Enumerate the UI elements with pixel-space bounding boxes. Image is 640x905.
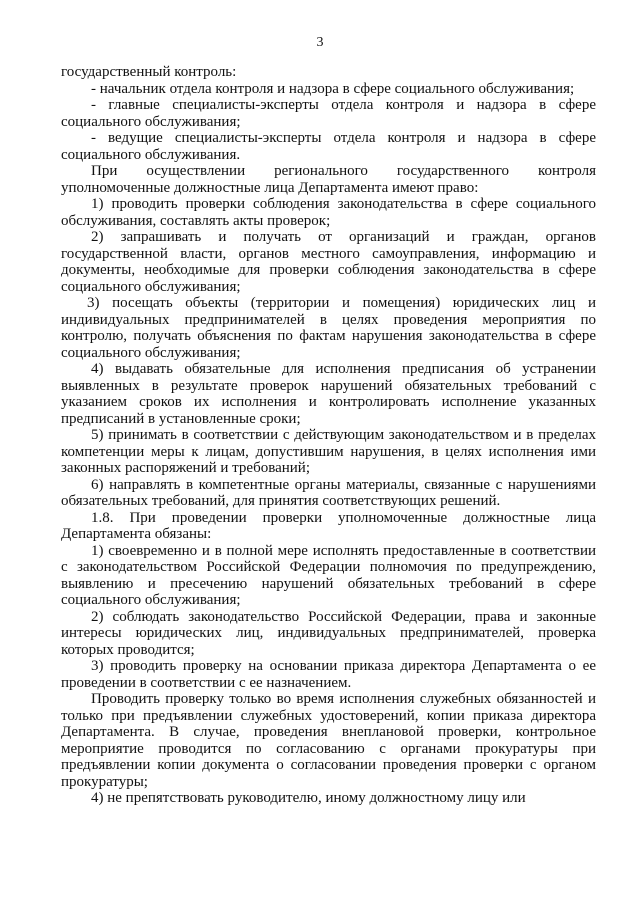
paragraph: 2) запрашивать и получать от организаций и граждан, органов государственной власти, органов местного самоуправления, информацию и документы, необходимые для проверки соблюдения законодательства в сфере социального обслуживания; [61,229,596,295]
paragraph: государственный контроль: [61,64,237,80]
paragraph: - ведущие специалисты-эксперты отдела контроля и надзора в сфере социального обслуживания. [61,130,596,163]
paragraph: 1) своевременно и в полной мере исполнять предоставленные в соответствии с законодательством Российской Федерации полномочия по предупреждению, выявлению и пресечению нарушений обязательных требований в сфере социального обслуживания; [61,542,596,608]
paragraph: 3) посещать объекты (территории и помещения) юридических лиц и индивидуальных предпринимателей в целях проведения мероприятия по контролю, получать объяснения по фактам нарушения законодательства в сфере социального обслуживания; [61,295,596,361]
paragraph: - главные специалисты-эксперты отдела контроля и надзора в сфере социального обслуживания; [61,97,596,130]
page-number: 3 [316,35,324,50]
paragraph: 6) направлять в компетентные органы материалы, связанные с нарушениями обязательных требований, для принятия соответствующих решений. [61,476,596,509]
paragraph: 3) проводить проверку на основании приказа директора Департамента о ее проведении в соответствии с ее назначением. [61,658,596,691]
paragraph: 5) принимать в соответствии с действующим законодательством и в пределах компетенции меры к лицам, допустившим нарушения, в целях исполнения ими законных распоряжений и требований; [61,427,596,476]
paragraph: 1.8. При проведении проверки уполномоченные должностные лица Департамента обязаны: [61,509,596,542]
paragraph: Проводить проверку только во время исполнения служебных обязанностей и только при предъявлении служебных удостоверений, копии приказа директора Департамента. В случае, проведения внеплановой проверки, контрольное мероприятие проводится по согласованию с органами прокуратуры при предъявлении копии документа о согласовании проведения проверки с органом прокуратуры; [61,691,596,790]
paragraph: При осуществлении регионального государственного контроля уполномоченные должностные лица Департамента имеют право: [61,163,596,196]
document-body [61,64,596,807]
paragraph: 2) соблюдать законодательство Российской Федерации, права и законные интересы юридических лиц, индивидуальных предпринимателей, проверка которых проводится; [61,608,596,658]
paragraph: - начальник отдела контроля и надзора в сфере социального обслуживания; [91,80,575,97]
paragraph: 4) выдавать обязательные для исполнения предписания об устранении выявленных в результате проверок нарушений обязательных требований с указанием сроков их исполнения и контролировать исполнение указанных предписаний в установленные сроки; [61,361,596,427]
paragraph: 1) проводить проверки соблюдения законодательства в сфере социального обслуживания, составлять акты проверок; [61,196,596,229]
paragraph: 4) не препятствовать руководителю, иному должностному лицу или [91,790,526,806]
